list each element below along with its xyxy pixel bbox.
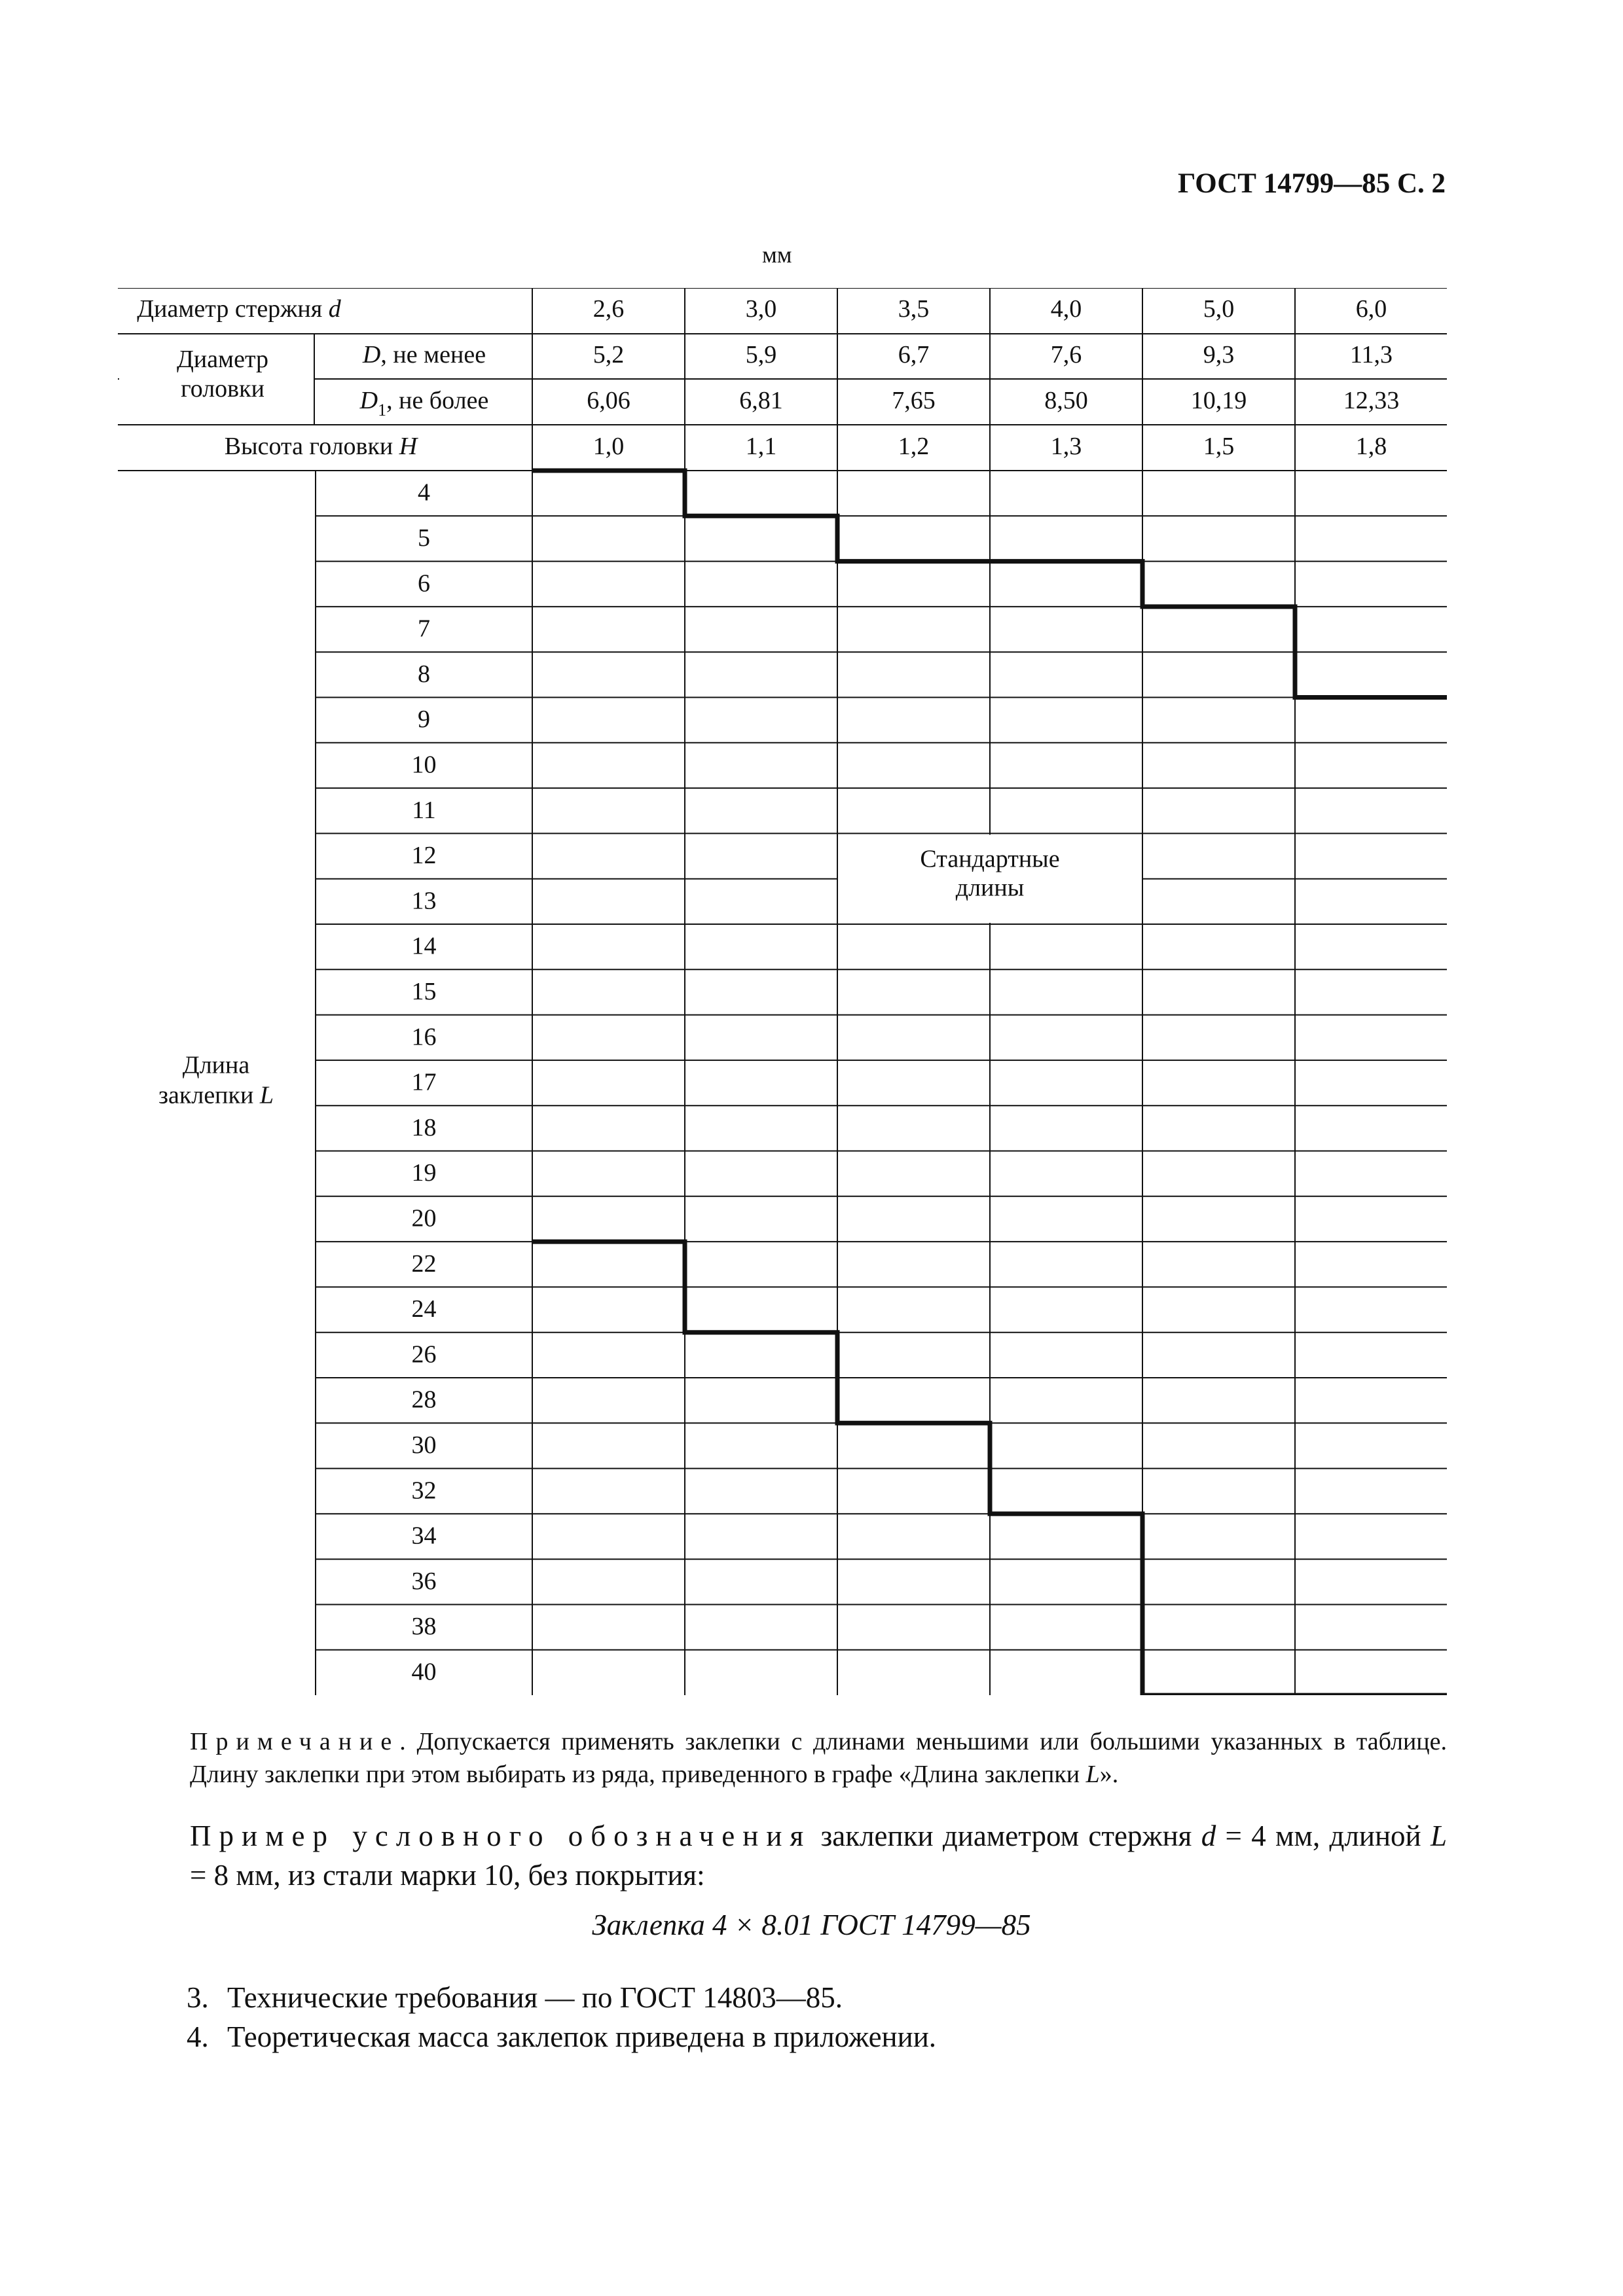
example-text-2: = 4 мм, длиной <box>1216 1820 1431 1852</box>
length-value: 18 <box>411 1113 437 1141</box>
D-value: 7,6 <box>1050 340 1082 368</box>
shaft-diameter-value: 6,0 <box>1355 295 1387 323</box>
length-value: 8 <box>418 660 430 688</box>
head-diameter-label-2: головки <box>181 374 264 403</box>
example-symbol-L: L <box>1430 1820 1447 1852</box>
D1-value: 7,65 <box>892 386 936 414</box>
length-value: 5 <box>418 524 430 552</box>
length-label-2: заклепки L <box>158 1081 274 1109</box>
page-header: ГОСТ 14799—85 С. 2 <box>1177 168 1446 199</box>
length-value: 12 <box>411 841 437 869</box>
shaft-diameter-value: 3,0 <box>745 295 777 323</box>
units-label: мм <box>762 242 792 268</box>
length-value: 7 <box>418 615 430 643</box>
length-value: 9 <box>418 705 430 733</box>
length-value: 20 <box>411 1204 437 1232</box>
length-value: 17 <box>411 1068 437 1096</box>
length-value: 24 <box>411 1295 437 1323</box>
H-value: 1,2 <box>898 432 930 460</box>
item-text: Технические требования — по ГОСТ 14803—85. <box>227 1981 843 2014</box>
length-value: 32 <box>411 1476 437 1504</box>
example-text-3: = 8 мм, из стали марки 10, без покрытия: <box>190 1859 705 1892</box>
list-item <box>187 2017 936 2056</box>
shaft-diameter-label: Диаметр стержня d <box>137 295 341 323</box>
length-value: 34 <box>411 1522 437 1550</box>
head-diameter-label-1: Диаметр <box>176 345 269 373</box>
length-value: 40 <box>411 1658 437 1686</box>
item-number: 4. <box>187 2020 209 2053</box>
length-value: 28 <box>411 1386 437 1414</box>
length-value: 30 <box>411 1431 437 1459</box>
note-end: ». <box>1099 1761 1119 1788</box>
length-label-1: Длина <box>182 1051 250 1079</box>
example-symbol-d: d <box>1201 1820 1216 1852</box>
length-value: 10 <box>411 751 437 779</box>
D-value: 5,2 <box>593 340 625 368</box>
designation-formula: Заклепка 4 × 8.01 ГОСТ 14799—85 <box>592 1909 1031 1941</box>
H-value: 1,0 <box>593 432 625 460</box>
D1-value: 8,50 <box>1044 386 1088 414</box>
D1-value: 12,33 <box>1343 386 1400 414</box>
D1-value: 6,06 <box>587 386 630 414</box>
shaft-diameter-value: 5,0 <box>1203 295 1235 323</box>
length-value: 16 <box>411 1022 437 1050</box>
example-label: Пример условного обозначения <box>190 1820 812 1852</box>
length-value: 13 <box>411 887 437 915</box>
shaft-diameter-value: 3,5 <box>898 295 930 323</box>
D-value: 11,3 <box>1349 340 1393 368</box>
shaft-diameter-value: 4,0 <box>1050 295 1082 323</box>
D-label: D, не менее <box>362 340 486 368</box>
note-label: Примечание <box>190 1728 400 1755</box>
list-item <box>187 1978 936 2017</box>
example-text-1: заклепки диаметром стержня <box>811 1820 1201 1852</box>
H-value: 1,5 <box>1203 432 1235 460</box>
item-number: 3. <box>187 1981 209 2014</box>
length-value: 22 <box>411 1249 437 1278</box>
length-value: 38 <box>411 1612 437 1640</box>
D-value: 6,7 <box>898 340 930 368</box>
D1-value: 6,81 <box>739 386 783 414</box>
standard-lengths-label-1: Стандартные <box>920 845 1060 873</box>
designation-example <box>118 1816 1447 1895</box>
D1-value: 10,19 <box>1190 386 1247 414</box>
length-value: 4 <box>418 478 430 507</box>
length-value: 19 <box>411 1158 437 1187</box>
note-symbol: L <box>1085 1761 1100 1788</box>
H-value: 1,8 <box>1355 432 1387 460</box>
H-value: 1,1 <box>745 432 777 460</box>
rivet-dimensions-table <box>118 288 1447 1695</box>
item-text: Теоретическая масса заклепок приведена в приложении. <box>227 2020 937 2053</box>
D1-label: $D_1$, не более <box>359 386 489 420</box>
length-value: 26 <box>411 1340 437 1369</box>
length-value: 15 <box>411 977 437 1005</box>
H-value: 1,3 <box>1050 432 1082 460</box>
D-value: 9,3 <box>1203 340 1235 368</box>
numbered-items <box>187 1978 936 2056</box>
length-value: 36 <box>411 1567 437 1595</box>
head-height-label: Высота головки H <box>224 432 418 460</box>
length-value: 14 <box>411 932 437 960</box>
shaft-diameter-value: 2,6 <box>593 295 625 323</box>
length-value: 11 <box>412 796 436 824</box>
D-value: 5,9 <box>745 340 777 368</box>
note-text: . Допускается применять заклепки с длинами меньшими или большими указанных в таблице. Длину заклепки при этом выбирать из ряда, приведенного в графе «Длина заклепки <box>190 1728 1447 1788</box>
standard-lengths-label-2: длины <box>955 874 1025 902</box>
length-value: 6 <box>418 569 430 597</box>
table-note <box>118 1725 1447 1791</box>
